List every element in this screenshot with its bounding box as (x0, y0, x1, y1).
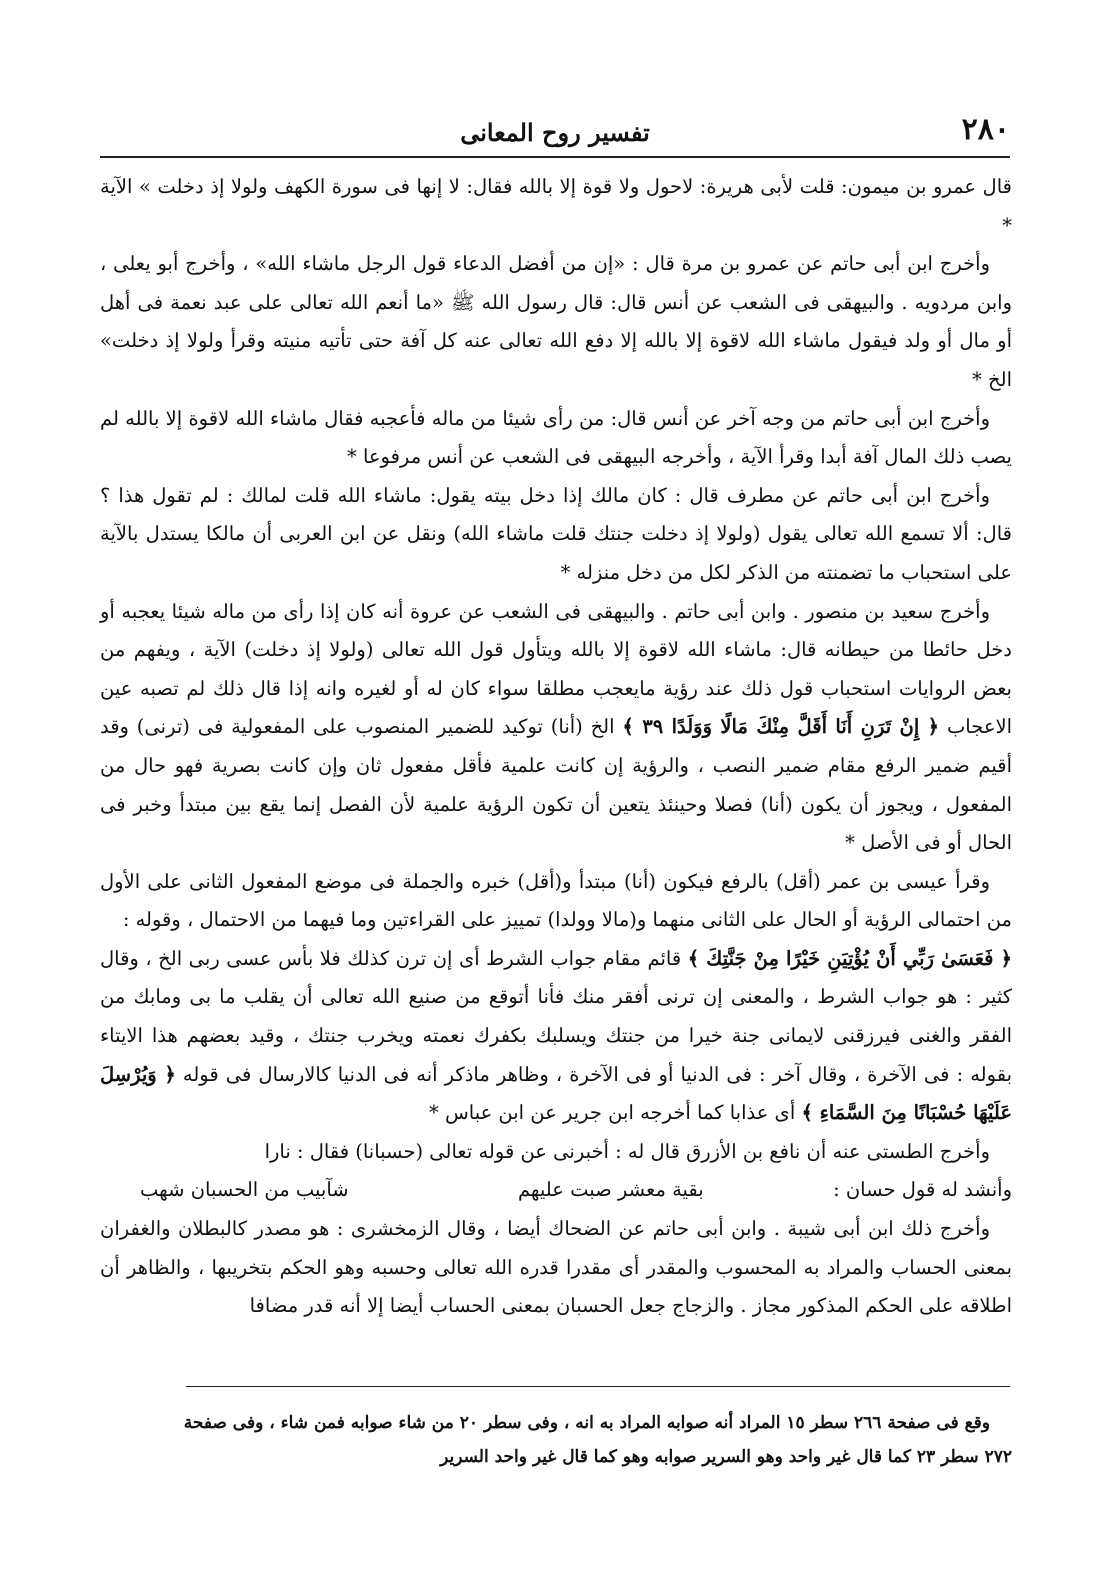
footnotes (100, 1406, 1012, 1474)
footnote-line-2: ٢٧٢ سطر ٢٣ كما قال غير واحد وهو السرير صوابه وهو كما قال غير واحد السرير (440, 1447, 1012, 1467)
quran-verse-40: ﴿ فَعَسَىٰ رَبِّي أَنْ يُؤْتِيَنِ خَيْرًا مِنْ جَنَّتِكَ ﴾ (687, 946, 1013, 970)
footnote-line-1: وقع فى صفحة ٢٦٦ سطر ١٥ المراد أنه صوابه المراد به انه ، وفى سطر ٢٠ من شاء صوابه فمن شاء ، وفى صفحة (183, 1413, 990, 1433)
footnote-divider (186, 1386, 1010, 1387)
main-text (100, 168, 1012, 1326)
paragraph-2: وأخرج ابن أبى حاتم عن عمرو بن مرة قال : «إن من أفضل الدعاء قول الرجل ماشاء الله» ، وأخرج أبو يعلى ، وابن مردويه . والبيهقى فى الشعب عن أنس قال: قال رسول الله ﷺ «ما أنعم الله تعالى على عبد نعمة فى أهل أو مال أو ولد فيقول ماشاء الله لاقوة إلا بالله إلا دفع الله تعالى عنه كل آفة حتى تأتيه منيته وقرأ ولولا إذ دخلت» الخ * (100, 252, 1012, 391)
quran-verse-40b: ﴿ وَيُرْسِلَ عَلَيْهَا حُسْبَانًا مِنَ السَّمَاءِ ﴾ (100, 1062, 1012, 1125)
paragraph-7 (100, 940, 1012, 1133)
poem-hemistich-1: بقية معشر صبت عليهم (517, 1178, 704, 1202)
poem-intro: وأنشد له قول حسان : (833, 1178, 1012, 1202)
header-divider (100, 156, 1010, 158)
running-title: تفسير روح المعانى (460, 118, 650, 147)
poem-hemistich-2: شآبيب من الحسبان شهب (140, 1178, 349, 1202)
poem-line (100, 1171, 1012, 1210)
paragraph-6: وقرأ عيسى بن عمر (أقل) بالرفع فيكون (أنا) مبتدأ و(أقل) خبره والجملة فى موضع المفعول الثانى على الأول من احتمالى الرؤية أو الحال على الثانى منهما و(مالا وولدا) تمييز على القراءتين وما فيهما من الاحتمال ، وقوله : (100, 869, 1012, 932)
paragraph-3: وأخرج ابن أبى حاتم من وجه آخر عن أنس قال: من رأى شيئا من ماله فأعجبه فقال ماشاء الله لاقوة إلا بالله لم يصب ذلك المال آفة أبدا وقرأ الآية ، وأخرجه البيهقى فى الشعب عن أنس مرفوعا * (100, 406, 1012, 469)
paragraph-8: وأخرج الطستى عنه أن نافع بن الأزرق قال له : أخبرنى عن قوله تعالى (حسبانا) فقال : نارا (264, 1139, 990, 1163)
paragraph-5-text-b: الخ (أنا) توكيد للضمير المنصوب على المفعولية فى (ترنى) وقد أقيم ضمير الرفع مقام ضمير النصب ، والرؤية إن كانت علمية فأقل مفعول ثان وإن كانت بصرية فهو حال من المفعول ، ويجوز أن يكون (أنا) فصلا وحينئذ يتعين أن تكون الرؤية علمية لأن الفصل إنما يقع بين مبتدأ وخبر فى الحال أو فى الأصل * (100, 715, 1012, 855)
paragraph-5-text-a: وأخرج سعيد بن منصور . وابن أبى حاتم . والبيهقى فى الشعب عن عروة أنه كان إذا رأى من ماله شيئا يعجبه أو دخل حائطا من حيطانه قال: ماشاء الله لاقوة إلا بالله ويتأول قول الله تعالى (ولولا إذ دخلت) الآية ، ويفهم من بعض الروايات استحباب قول ذلك عند رؤية مايعجب مطلقا سواء كان له أو لغيره وانه إذا قال ذلك لم تصبه عين الاعجاب (100, 599, 1012, 739)
paragraph-4: وأخرج ابن أبى حاتم عن مطرف قال : كان مالك إذا دخل بيته يقول: ماشاء الله قلت لمالك : لم تقول هذا ؟ قال: ألا تسمع الله تعالى يقول (ولولا إذ دخلت جنتك قلت ماشاء الله) ونقل عن ابن العربى أن مالكا يستدل بالآية على استحباب ما تضمنته من الذكر لكل من دخل منزله * (100, 483, 1012, 584)
paragraph-7-text-b: أى عذابا كما أخرجه ابن جرير عن ابن عباس * (429, 1101, 796, 1125)
quran-verse-39: ﴿ إِنْ تَرَنِ أَنَا أَقَلَّ مِنْكَ مَالًا وَوَلَدًا ٣٩ ﴾ (622, 715, 940, 739)
page-number: ٢٨٠ (961, 112, 1010, 147)
paragraph-5 (100, 593, 1012, 863)
paragraph-9: وأخرج ذلك ابن أبى شيبة . وابن أبى حاتم عن الضحاك أيضا ، وقال الزمخشرى : هو مصدر كالبطلان والغفران بمعنى الحساب والمراد به المحسوب والمقدر أى مقدرا قدره الله تعالى وحسبه وهو الحكم بتخريبها ، والظاهر أن اطلاقه على الحكم المذكور مجاز . والزجاج جعل الحسبان بمعنى الحساب أيضا إلا أنه قدر مضافا (100, 1217, 1012, 1318)
page-header (100, 112, 1010, 156)
paragraph-7-text-a: قائم مقام جواب الشرط أى إن ترن كذلك فلا بأس عسى ربى الخ ، وقال كثير : هو جواب الشرط ، والمعنى إن ترنى أفقر منك فأنا أتوقع من صنيع الله تعالى أن يقلب ما بى ومابك من الفقر والغنى فيرزقنى لايمانى جنة خيرا من جنتك ويسلبك بكفرك نعمته ويخرب جنتك ، وقيد بعضهم هذا الايتاء بقوله : فى الآخرة ، وقال آخر : فى الدنيا أو فى الآخرة ، وظاهر ماذكر أنه فى الدنيا كالارسال فى قوله (100, 946, 1012, 1086)
paragraph-1: قال عمرو بن ميمون: قلت لأبى هريرة: لاحول ولا قوة إلا بالله فقال: لا إنها فى سورة الكهف ولولا إذ دخلت » الآية * (100, 175, 1012, 237)
